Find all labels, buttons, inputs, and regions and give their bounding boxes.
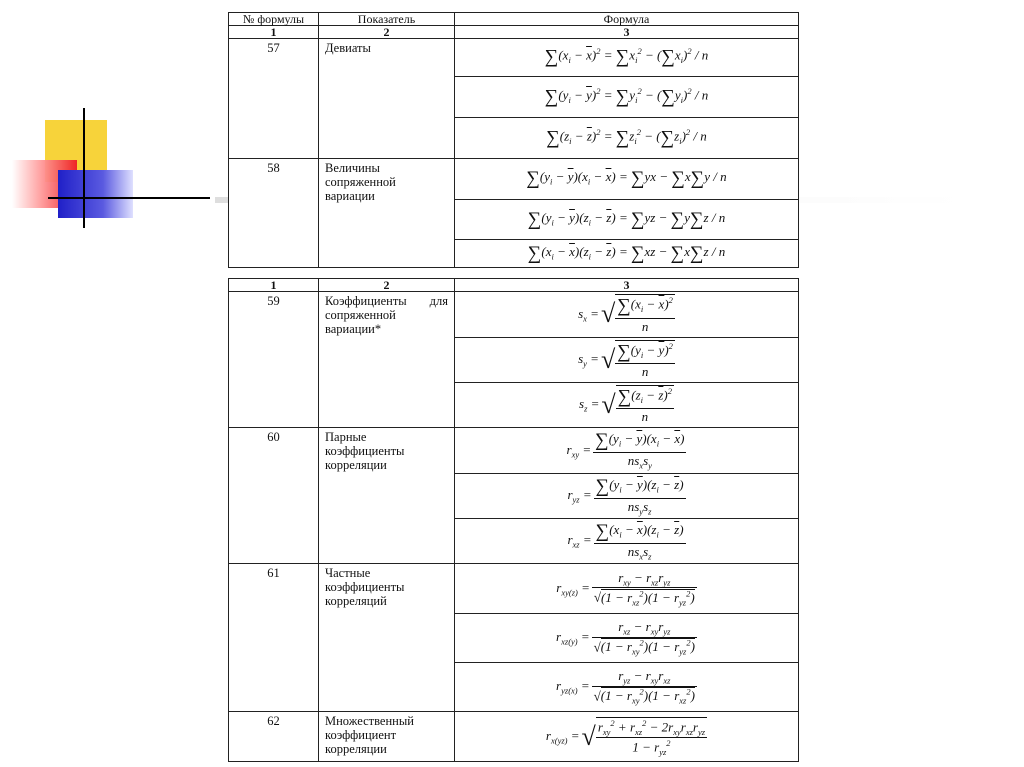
formula-60-rxz: $r_{xz}$ = $\frac{\sum(x_i - \overline{x})(z_i - \overline{z})}{ns_xs_z}$: [455, 519, 799, 564]
header-formula: Формула: [455, 13, 799, 26]
column-number-1: 1: [229, 279, 319, 292]
formula-58-xz: $\sum(x_i - \overline{x})(z_i - \overline{z}) = \sum xz - \sum x\sum z / n$: [455, 240, 799, 268]
formula-59-sy: $s_y$ =√ $\frac{\sum(y_i - \overline{y})^2}{n}$: [455, 338, 799, 383]
indicator-label: Девиаты: [319, 39, 455, 159]
logo-horizontal-line: [48, 197, 210, 199]
logo-vertical-line: [83, 108, 85, 228]
formula-number: 60: [229, 428, 319, 564]
column-number-3: 3: [455, 26, 799, 39]
formula-table-bottom: [228, 278, 799, 762]
indicator-label: Множественный коэффициент корреляции: [319, 712, 455, 762]
formula-57-y: $\sum(y_i - \overline{y})^2 = \sum y_i^2 - (\sum y_i)^2 / n$: [455, 77, 799, 118]
formula-number: 58: [229, 159, 319, 268]
formula-57-z: $\sum(z_i - \overline{z})^2 = \sum z_i^2 - (\sum z_i)^2 / n$: [455, 118, 799, 159]
formula-61-rxz-y: $r_{xz(y)}$ = $\frac{r_{xz} - r_{xy}r_{yz}}{√(1 - r_{xy}^2)(1 - r_{yz}^2)}$: [455, 614, 799, 663]
formula-61-ryz-x: $r_{yz(x)}$ = $\frac{r_{yz} - r_{xy}r_{xz}}{√(1 - r_{xy}^2)(1 - r_{xz}^2)}$: [455, 663, 799, 712]
logo-blue-square: [58, 170, 133, 218]
formula-number: 62: [229, 712, 319, 762]
formula-number: 59: [229, 292, 319, 428]
formula-60-ryz: $r_{yz}$ = $\frac{\sum(y_i - \overline{y})(z_i - \overline{z})}{ns_ys_z}$: [455, 474, 799, 519]
column-number-1: 1: [229, 26, 319, 39]
header-formula-number: № формулы: [229, 13, 319, 26]
column-number-2: 2: [319, 26, 455, 39]
formula-58-yz: $\sum(y_i - \overline{y})(z_i - \overline{z}) = \sum yz - \sum y\sum z / n$: [455, 200, 799, 240]
formula-58-yx: $\sum(y_i - \overline{y})(x_i - \overline{x}) = \sum yx - \sum x\sum y / n$: [455, 159, 799, 200]
formula-number: 57: [229, 39, 319, 159]
column-number-2: 2: [319, 279, 455, 292]
indicator-label: Парные коэффициенты корреляции: [319, 428, 455, 564]
formula-62-rx-yz: $r_{x(yz)}$ =√ $\frac{r_{xy}^2 + r_{xz}^2 - 2r_{xy}r_{xz}r_{yz}}{1 - r_{yz}^2}$: [455, 712, 799, 762]
formula-61-rxy-z: $r_{xy(z)}$ = $\frac{r_{xy} - r_{xz}r_{yz}}{√(1 - r_{xz}^2)(1 - r_{yz}^2)}$: [455, 564, 799, 614]
formula-59-sz: $s_z$ =√ $\frac{\sum(z_i - \overline{z})^2}{n}$: [455, 383, 799, 428]
header-indicator: Показатель: [319, 13, 455, 26]
formula-59-sx: $s_x$ =√ $\frac{\sum(x_i - \overline{x})^2}{n}$: [455, 292, 799, 338]
indicator-label: Коэффициенты для сопряженной вариации*: [319, 292, 455, 428]
indicator-label: Величины сопряженной вариации: [319, 159, 455, 268]
formula-table-top: [228, 12, 799, 268]
formula-57-x: $\sum(x_i - \overline{x})^2 = \sum x_i^2 - (\sum x_i)^2 / n$: [455, 39, 799, 77]
formula-number: 61: [229, 564, 319, 712]
formula-60-rxy: $r_{xy}$ = $\frac{\sum(y_i - \overline{y})(x_i - \overline{x})}{ns_xs_y}$: [455, 428, 799, 474]
indicator-label: Частные коэффициенты корреляций: [319, 564, 455, 712]
column-number-3: 3: [455, 279, 799, 292]
